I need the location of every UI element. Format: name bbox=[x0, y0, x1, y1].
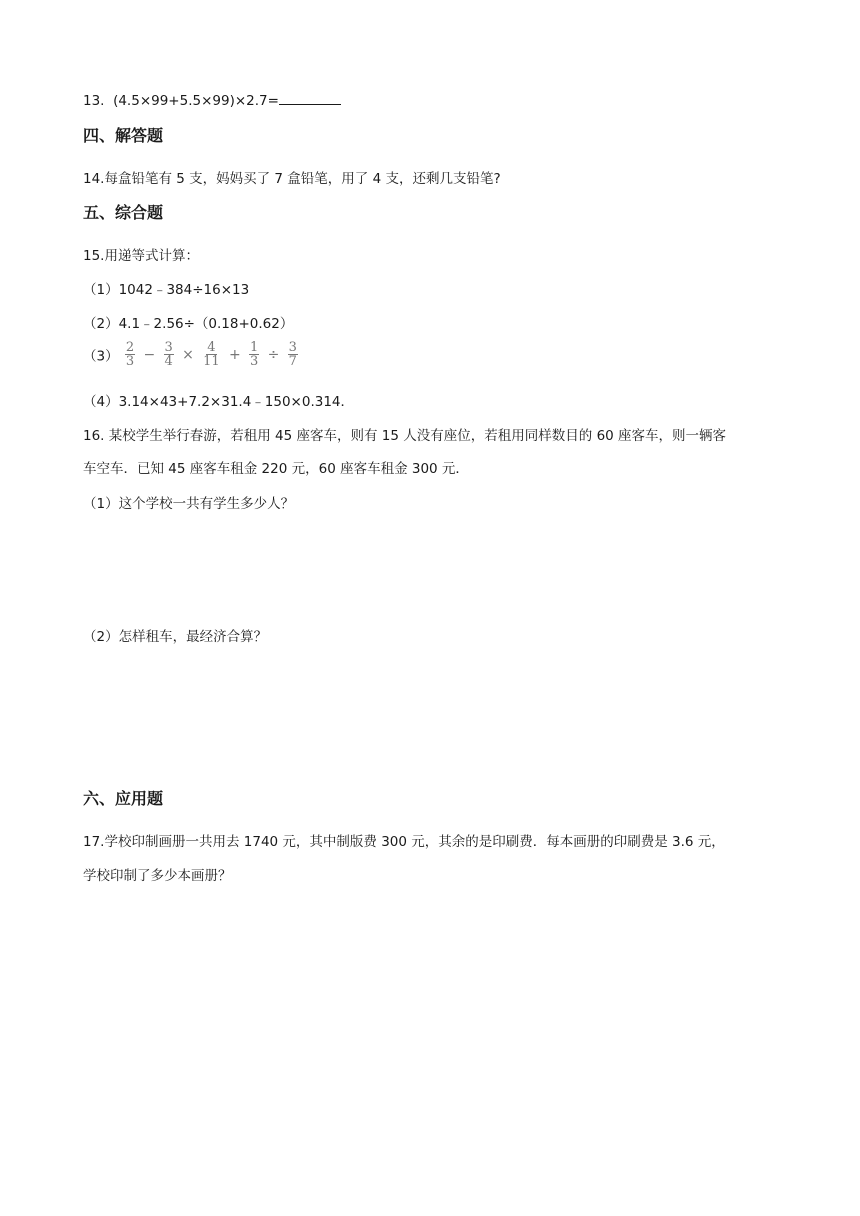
question-16-sub-2: （2）怎样租车，最经济合算？ bbox=[83, 629, 268, 645]
fraction: $\frac{4}{11}$ bbox=[203, 340, 220, 369]
fraction: $\frac{2}{3}$ bbox=[125, 340, 135, 369]
divide-operator: ÷ bbox=[267, 346, 280, 363]
question-15-item-4: （4）3.14×43+7.2×31.4﹣150×0.314． bbox=[83, 394, 355, 410]
question-expression: (4.5×99+5.5×99)×2.7= bbox=[113, 93, 279, 109]
times-operator: × bbox=[182, 346, 194, 363]
section-heading-4: 四、解答题 bbox=[83, 126, 164, 145]
minus-operator: − bbox=[143, 346, 156, 363]
question-17-line-1: 17.学校印制画册一共用去 1740 元，其中制版费 300 元，其余的是印刷费．每本画册的印刷费是 3.6 元， bbox=[83, 834, 725, 850]
question-16-line-1: 16. 某校学生举行春游，若租用 45 座客车，则有 15 人没有座位，若租用同样数目的 60 座客车，则一辆客 bbox=[83, 428, 727, 444]
question-15-item-1: （1）1042﹣384÷16×13 bbox=[83, 282, 250, 298]
question-15-intro: 15.用递等式计算： bbox=[83, 248, 199, 264]
question-16-line-2: 车空车．已知 45 座客车租金 220 元，60 座客车租金 300 元． bbox=[83, 461, 469, 477]
section-heading-5: 五、综合题 bbox=[83, 203, 164, 222]
question-14: 14.每盒铅笔有 5 支，妈妈买了 7 盒铅笔，用了 4 支，还剩几支铅笔? bbox=[83, 171, 501, 187]
question-number: 13. bbox=[83, 93, 105, 109]
plus-operator: + bbox=[228, 346, 241, 363]
answer-blank[interactable] bbox=[279, 92, 341, 105]
fraction: $\frac{3}{4}$ bbox=[164, 340, 173, 369]
question-15-item-3 bbox=[83, 341, 300, 368]
fraction: $\frac{3}{7}$ bbox=[288, 340, 297, 369]
question-13 bbox=[83, 92, 341, 109]
section-heading-6: 六、应用题 bbox=[83, 789, 164, 808]
item-label: （3） bbox=[83, 348, 119, 365]
question-17-line-2: 学校印制了多少本画册？ bbox=[83, 868, 232, 884]
question-15-item-2: （2）4.1﹣2.56÷（0.18+0.62） bbox=[83, 316, 294, 332]
fraction: $\frac{1}{3}$ bbox=[249, 340, 259, 369]
question-16-sub-1: （1）这个学校一共有学生多少人？ bbox=[83, 496, 295, 512]
